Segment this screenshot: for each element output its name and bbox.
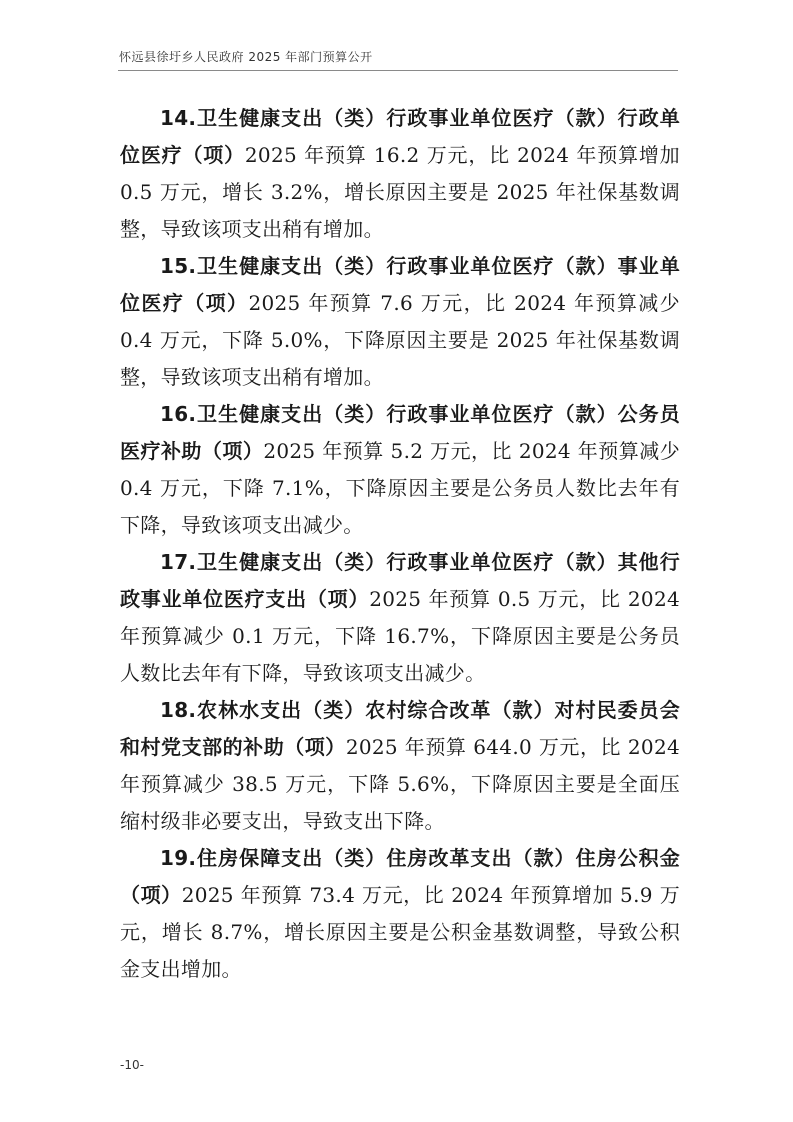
budget-item-17 <box>120 544 680 692</box>
budget-item-16 <box>120 396 680 544</box>
page-number: -10- <box>120 1058 144 1072</box>
budget-item-15 <box>120 248 680 396</box>
item-heading: 17.卫生健康支出（类）行政事业单位医疗（款）其他行政事业单位医疗支出（项） <box>120 550 680 611</box>
item-body: 2025 年预算 644.0 万元，比 2024 年预算减少 38.5 万元，下降 5.6%，下降原因主要是全面压缩村级非必要支出，导致支出下降。 <box>120 735 680 833</box>
budget-item-19 <box>120 840 680 988</box>
item-heading: 15.卫生健康支出（类）行政事业单位医疗（款）事业单位医疗（项） <box>120 254 680 315</box>
item-body: 2025 年预算 73.4 万元，比 2024 年预算增加 5.9 万元，增长 8.7%，增长原因主要是公积金基数调整，导致公积金支出增加。 <box>120 883 680 981</box>
budget-item-14 <box>120 100 680 248</box>
item-body: 2025 年预算 7.6 万元，比 2024 年预算减少 0.4 万元，下降 5.0%，下降原因主要是 2025 年社保基数调整，导致该项支出稍有增加。 <box>120 291 680 389</box>
budget-item-18 <box>120 692 680 840</box>
item-heading: 18.农林水支出（类）农村综合改革（款）对村民委员会和村党支部的补助（项） <box>120 698 680 759</box>
item-body: 2025 年预算 16.2 万元，比 2024 年预算增加 0.5 万元，增长 3.2%，增长原因主要是 2025 年社保基数调整，导致该项支出稍有增加。 <box>120 143 680 241</box>
item-heading: 14.卫生健康支出（类）行政事业单位医疗（款）行政单位医疗（项） <box>120 106 680 167</box>
item-heading: 19.住房保障支出（类）住房改革支出（款）住房公积金（项） <box>120 846 680 907</box>
header-divider <box>118 70 678 71</box>
item-heading: 16.卫生健康支出（类）行政事业单位医疗（款）公务员医疗补助（项） <box>120 402 680 463</box>
document-body <box>120 100 680 988</box>
item-body: 2025 年预算 5.2 万元，比 2024 年预算减少 0.4 万元，下降 7.1%，下降原因主要是公务员人数比去年有下降，导致该项支出减少。 <box>120 439 680 537</box>
item-body: 2025 年预算 0.5 万元，比 2024 年预算减少 0.1 万元，下降 16.7%，下降原因主要是公务员人数比去年有下降，导致该项支出减少。 <box>120 587 680 685</box>
page-header: 怀远县徐圩乡人民政府 2025 年部门预算公开 <box>119 50 373 64</box>
